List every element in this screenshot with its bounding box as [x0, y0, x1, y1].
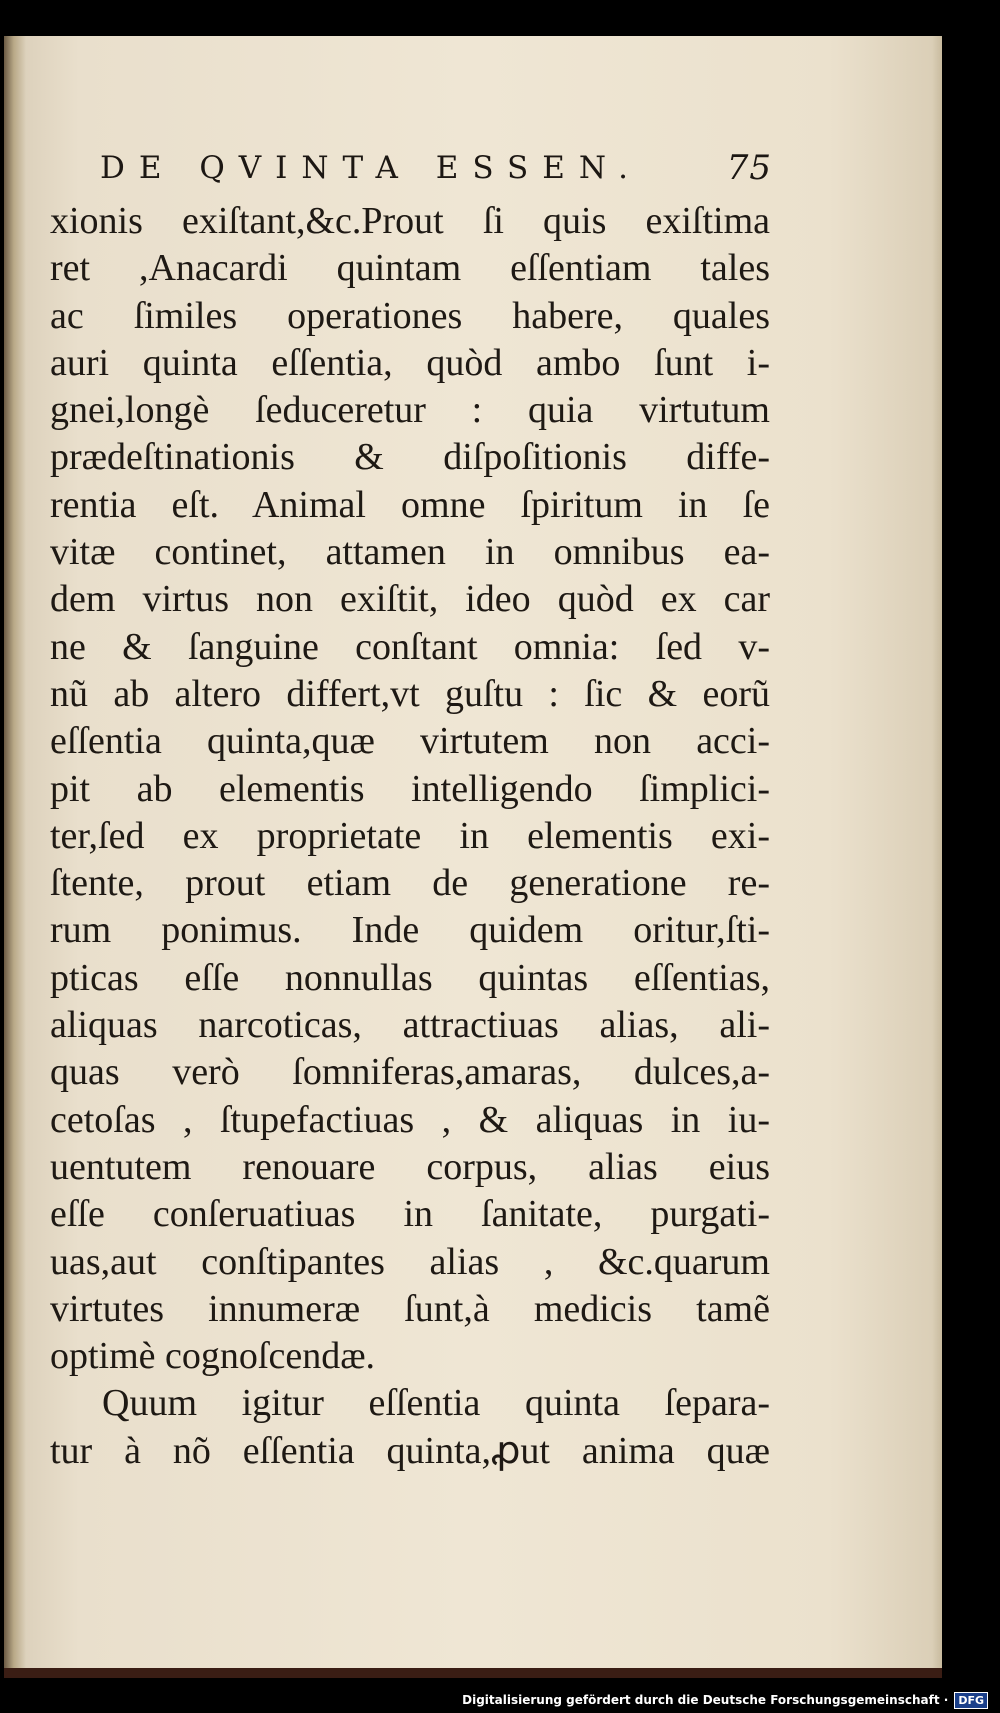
text-line: tur à nõ eſſentia quinta,ꝓut anima quæ — [50, 1429, 770, 1472]
text-line: xionis exiſtant,&c.Prout ſi quis exiſtima — [50, 200, 770, 242]
text-line: gnei,longè ſeduceretur : quia virtutum — [50, 389, 770, 432]
text-line: cetoſas , ſtupefactiuas , & aliquas in iu- — [50, 1098, 770, 1141]
text-line: uentutem renouare corpus, alias eius — [50, 1145, 770, 1188]
text-line: aliquas narcoticas, attractiuas alias, ali- — [50, 1004, 770, 1047]
page-edge-shadow — [932, 36, 942, 1676]
text-line: ter,ſed ex proprietate in elementis exi- — [50, 814, 770, 857]
book-cover-edge — [4, 1668, 942, 1678]
text-line: vitæ continet, attamen in omnibus ea- — [50, 531, 770, 574]
paragraph-last-line: optimè cognoſcendæ. — [50, 1335, 376, 1378]
text-line: prædeſtinationis & diſpoſitionis diffe- — [50, 436, 770, 479]
text-line: rentia eſt. Animal omne ſpiritum in ſe — [50, 483, 770, 526]
text-line: ne & ſanguine conſtant omnia: ſed v- — [50, 625, 770, 668]
text-line: eſſe conſeruatiuas in ſanitate, purgati- — [50, 1193, 770, 1236]
text-line: nũ ab altero differt,vt guſtu : ſic & eorũ — [50, 672, 770, 715]
page-gutter-shadow — [4, 36, 26, 1676]
text-line: ret ,Anacardi quintam eſſentiam tales — [50, 247, 770, 290]
text-line: rum ponimus. Inde quidem oritur,ſti- — [50, 909, 770, 952]
paragraph-first-line: Quum igitur eſſentia quinta ſepara- — [102, 1382, 770, 1425]
text-line: auri quinta eſſentia, quòd ambo ſunt i- — [50, 341, 770, 384]
credit-text: Digitalisierung gefördert durch die Deutsche Forschungsgemeinschaft · — [462, 1693, 949, 1707]
digitization-credit — [462, 1689, 988, 1711]
text-line: pit ab elementis intelligendo ſimplici- — [50, 767, 770, 810]
running-title: DE QVINTA ESSEN. — [100, 150, 642, 186]
text-line: dem virtus non exiſtit, ideo quòd ex car — [50, 578, 770, 621]
text-line: ac ſimiles operationes habere, quales — [50, 294, 770, 337]
text-line: pticas eſſe nonnullas quintas eſſentias, — [50, 956, 770, 999]
text-line: eſſentia quinta,quæ virtutem non acci- — [50, 720, 770, 763]
page-number: 75 — [726, 148, 772, 188]
body-text — [50, 198, 770, 1475]
text-line: ſtente, prout etiam de generatione re- — [50, 862, 770, 905]
text-line: virtutes innumeræ ſunt,à medicis tamẽ — [50, 1287, 770, 1330]
text-line: quas verò ſomniferas,amaras, dulces,a- — [50, 1051, 770, 1094]
text-line: uas,aut conſtipantes alias , &c.quarum — [50, 1240, 770, 1283]
dfg-logo-icon: DFG — [954, 1692, 988, 1709]
running-head — [100, 150, 772, 192]
